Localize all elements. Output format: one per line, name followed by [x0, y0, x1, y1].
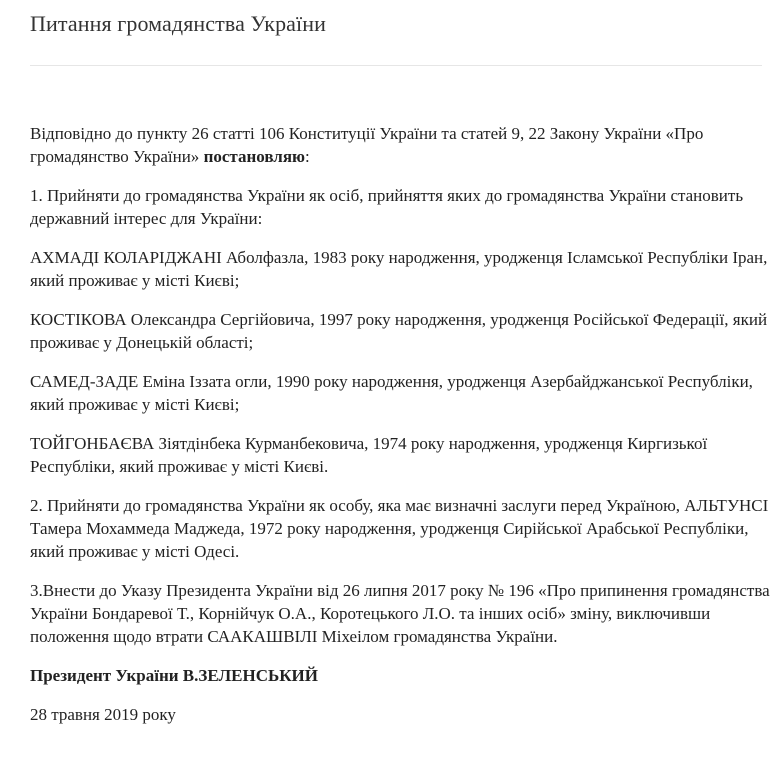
intro-text: Відповідно до пункту 26 статті 106 Конституції України та статей 9, 22 Закону України «Про громадянство України» — [30, 124, 704, 166]
paragraph-item-2: 2. Прийняти до громадянства України як особу, яка має визначні заслуги перед Україною, АЛЬТУНСІ Тамера Мохаммеда Маджеда, 1972 року народження, уродженця Сирійської Арабської Республіки, який проживає у місті Одесі. — [30, 496, 769, 561]
paragraph-person-4: ТОЙГОНБАЄВА Зіятдінбека Курманбековича, 1974 року народження, уродженця Киргизької Республіки, який проживає у місті Києві. — [30, 434, 708, 476]
paragraph-person-1: АХМАДІ КОЛАРІДЖАНІ Аболфазла, 1983 року народження, уродженця Ісламської Республіки Іран, який проживає у місті Києві; — [30, 248, 768, 290]
decree-date: 28 травня 2019 року — [30, 705, 176, 724]
intro-end: : — [305, 147, 310, 166]
paragraph-item-1: 1. Прийняти до громадянства України як осіб, прийняття яких до громадянства України становить державний інтерес для України: — [30, 186, 744, 228]
signature-text: Президент України В.ЗЕЛЕНСЬКИЙ — [30, 666, 318, 685]
title-divider — [30, 65, 762, 66]
decree-body — [30, 122, 770, 742]
paragraph-item-3: 3.Внести до Указу Президента України від 26 липня 2017 року № 196 «Про припинення громадянства України Бондаревої Т., Корнійчук О.А., Коротецького Л.О. та інших осіб» зміну, виключивши положення щодо втрати СААКАШВІЛІ Міхеілом громадянства України. — [30, 581, 770, 646]
signature — [30, 664, 770, 687]
paragraph-person-3: САМЕД-ЗАДЕ Еміна Іззата огли, 1990 року народження, уродженця Азербайджанської Республіки, який проживає у місті Києві; — [30, 372, 753, 414]
paragraph-person-2: КОСТІКОВА Олександра Сергійовича, 1997 року народження, уродженця Російської Федерації, який проживає у Донецькій області; — [30, 310, 768, 352]
intro-bold-word: постановляю — [203, 147, 306, 166]
page-title: Питання громадянства України — [30, 11, 326, 36]
intro-paragraph — [30, 122, 770, 168]
